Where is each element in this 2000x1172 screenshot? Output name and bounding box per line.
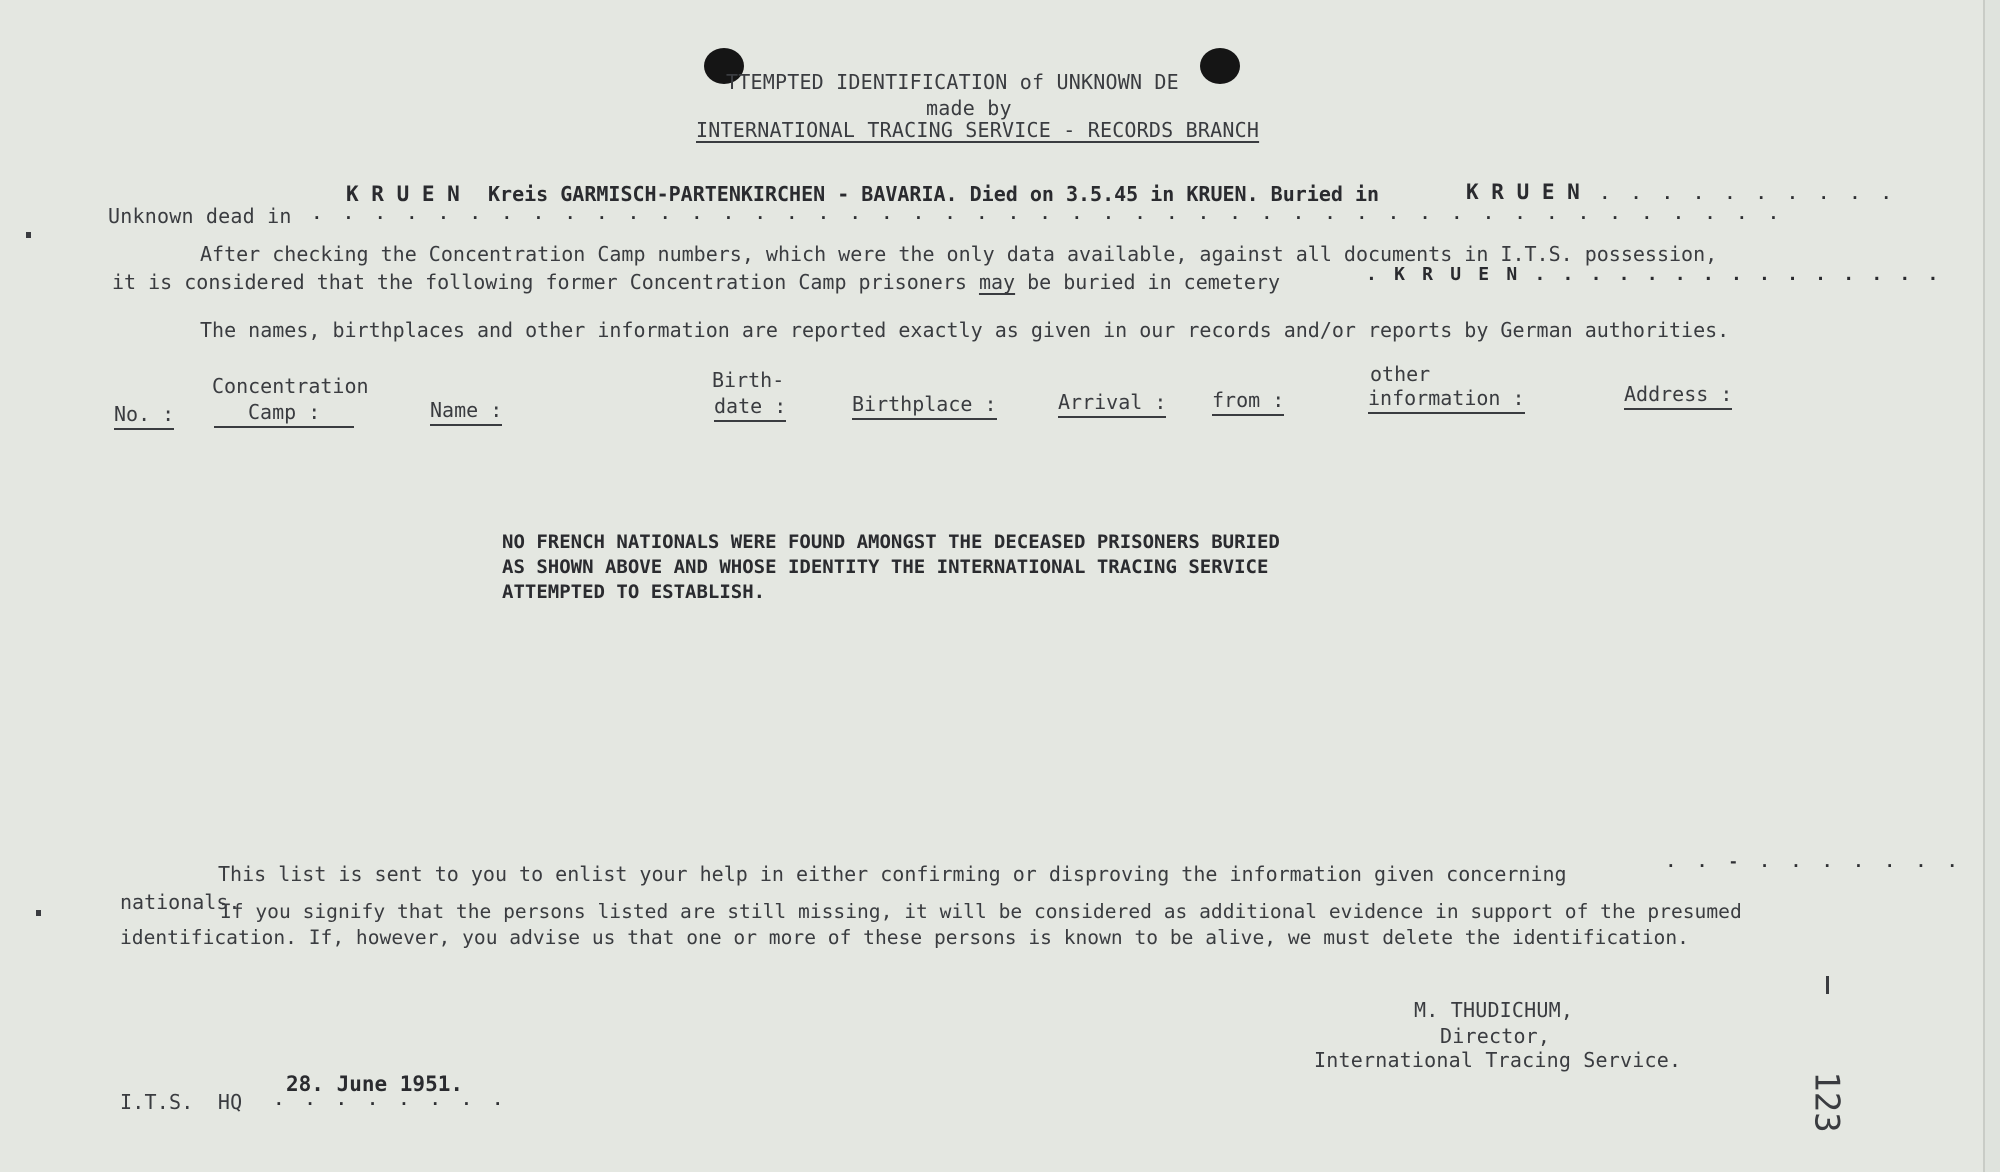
- footer-hq-label: I.T.S. HQ: [120, 1090, 243, 1114]
- col-birthplace: Birthplace :: [852, 392, 997, 420]
- check-line-2: [112, 270, 1280, 294]
- col-camp-top: Concentration: [212, 374, 369, 398]
- col-other-bottom: information :: [1368, 386, 1525, 414]
- notice-line-1: NO FRENCH NATIONALS WERE FOUND AMONGST THE DECEASED PRISONERS BURIED: [502, 531, 1280, 553]
- signature-org: International Tracing Service.: [1314, 1048, 1682, 1072]
- unknown-dead-dots: . . . . . . . . . . . . . . . . . . . . . . . . . . . . . . . . . . . . . . . . . . . . . . .: [312, 204, 1785, 223]
- check-line-2b: be buried in cemetery: [1027, 270, 1281, 294]
- punch-hole-right: [1200, 48, 1240, 84]
- col-other-top: other: [1370, 362, 1431, 386]
- footer-dots: . . . . . . . .: [274, 1090, 509, 1109]
- closing-line-4: identification. If, however, you advise us that one or more of these persons is known to be alive, we must delete the identification.: [120, 926, 1689, 949]
- col-birth-top: Birth-: [712, 368, 785, 392]
- check-line-2a: it is considered that the following former Concentration Camp prisoners: [112, 270, 967, 294]
- col-from: from :: [1212, 388, 1284, 416]
- buried-spaced: K R U E N: [1466, 180, 1580, 204]
- margin-mark-bottom: [36, 910, 41, 916]
- unknown-dead-tail-dots: . . . . . . . . . .: [1600, 184, 1898, 203]
- closing-line-1-dots: . . - . . . . . . .: [1666, 852, 1964, 871]
- col-birth-bottom: date :: [714, 394, 786, 422]
- footer-date: 28. June 1951.: [286, 1072, 464, 1096]
- unknown-dead-label: Unknown dead in: [108, 204, 292, 228]
- signature-title: Director,: [1440, 1024, 1551, 1048]
- names-note: The names, birthplaces and other information are reported exactly as given in our records and/or reports by German authorities.: [200, 318, 1730, 342]
- right-tick-mark: [1826, 976, 1829, 994]
- notice-line-3: ATTEMPTED TO ESTABLISH.: [502, 581, 766, 603]
- place-spaced: K R U E N: [346, 182, 460, 206]
- closing-line-1: This list is sent to you to enlist your help in either confirming or disproving the information given concerning: [218, 862, 1567, 886]
- cemetery-name: . K R U E N . . . . . . . . . . . . . . .: [1366, 264, 1942, 285]
- closing-line-2: nationals.: [120, 890, 241, 914]
- closing-line-3: If you signify that the persons listed are still missing, it will be considered as additional evidence in support of the presumed: [220, 900, 1742, 923]
- page-number: 123: [1806, 1071, 1847, 1133]
- col-camp-bottom: Camp :: [214, 400, 354, 428]
- col-no: No. :: [114, 402, 174, 430]
- check-line-may: may: [978, 270, 1016, 294]
- notice-line-2: AS SHOWN ABOVE AND WHOSE IDENTITY THE INTERNATIONAL TRACING SERVICE: [502, 556, 1269, 578]
- header-org: INTERNATIONAL TRACING SERVICE - RECORDS BRANCH: [696, 118, 1260, 142]
- col-address: Address :: [1624, 382, 1732, 410]
- col-name: Name :: [430, 398, 502, 426]
- col-arrival: Arrival :: [1058, 390, 1166, 418]
- header-title: TTEMPTED IDENTIFICATION of UNKNOWN DE: [726, 70, 1179, 94]
- margin-mark-top: [26, 232, 31, 238]
- check-line-1: After checking the Concentration Camp numbers, which were the only data available, against all documents in I.T.S. possession,: [200, 242, 1718, 266]
- signature-name: M. THUDICHUM,: [1414, 998, 1574, 1022]
- header-made-by: made by: [926, 96, 1012, 120]
- place-detail: Kreis GARMISCH-PARTENKIRCHEN - BAVARIA. Died on 3.5.45 in KRUEN. Buried in: [488, 182, 1380, 206]
